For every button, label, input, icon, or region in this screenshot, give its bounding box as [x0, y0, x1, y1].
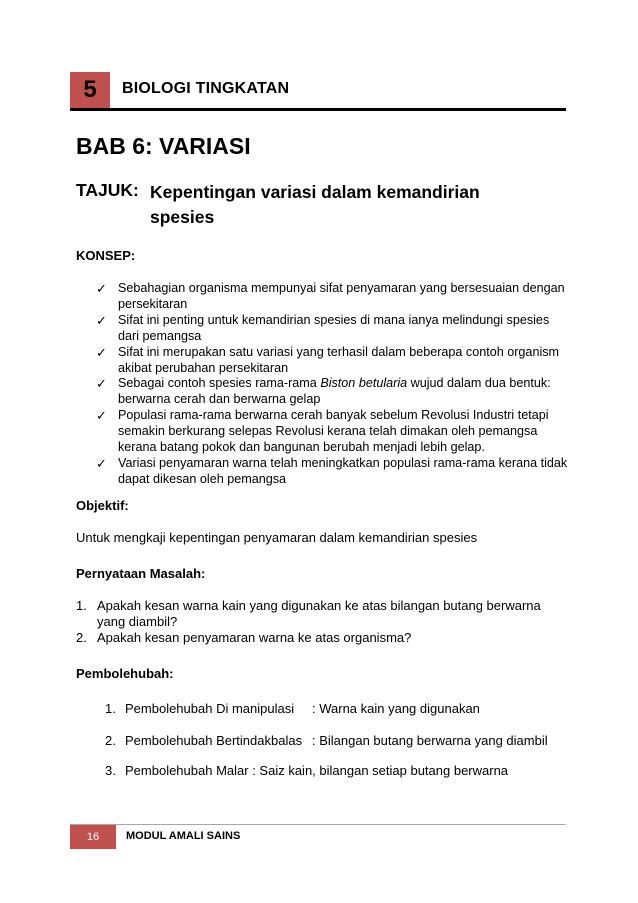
concept-item: ✓ Populasi rama-rama berwarna cerah banyak sebelum Revolusi Industri tetapi semakin berkurang selepas Revolusi kerana telah dimakan oleh pemangsa kerana batang pokok dan bangunan berubah menjadi lebih gelap.: [96, 408, 549, 455]
topic-label: TAJUK:: [76, 180, 139, 200]
concept-item: ✓ Sebahagian organisma mempunyai sifat penyamaran yang bersesuaian dengan persekitaran: [96, 281, 565, 311]
concept-item: ✓ Sifat ini merupakan satu variasi yang terhasil dalam beberapa contoh organism akibat perubahan persekitaran: [96, 344, 560, 375]
footer-divider: [70, 824, 566, 825]
checkmark-icon: ✓: [96, 455, 107, 471]
problem-label: Pernyataan Masalah:: [76, 566, 206, 581]
page-number-badge: 16: [70, 825, 116, 849]
problem-item: 2. Apakah kesan penyamaran warna ke atas organisma?: [76, 630, 412, 645]
problem-list: [76, 598, 566, 646]
objective-text: Untuk mengkaji kepentingan penyamaran dalam kemandirian spesies: [76, 530, 478, 545]
footer-title: MODUL AMALI SAINS: [126, 830, 241, 842]
variable-item: 3. Pembolehubah Malar : Saiz kain, bilangan setiap butang berwarna: [105, 763, 509, 778]
checkmark-icon: ✓: [96, 408, 107, 424]
checkmark-icon: ✓: [96, 376, 107, 392]
variables-label: Pembolehubah:: [76, 666, 174, 681]
concept-item: ✓ Sifat ini penting untuk kemandirian spesies di mana ianya melindungi spesies dari pemangsa: [96, 312, 550, 343]
topic-text: Kepentingan variasi dalam kemandirian spesies: [150, 182, 480, 227]
concept-label: KONSEP:: [76, 248, 136, 263]
header-divider: [70, 108, 566, 111]
checkmark-icon: ✓: [96, 281, 107, 296]
concept-list: [96, 281, 571, 488]
checkmark-icon: ✓: [96, 312, 107, 328]
concept-item: ✓ Variasi penyamaran warna telah meningkatkan populasi rama-rama kerana tidak dapat dikesan oleh pemangsa: [96, 455, 568, 486]
variable-item: 1. Pembolehubah Di manipulasi : Warna kain yang digunakan: [105, 701, 480, 716]
problem-item: 1. Apakah kesan warna kain yang digunakan ke atas bilangan butang berwarna yang diambil?: [76, 598, 541, 629]
chapter-title: BAB 6: VARIASI: [76, 133, 251, 159]
chapter-number-badge: 5: [70, 72, 110, 108]
checkmark-icon: ✓: [96, 344, 107, 360]
concept-item: ✓ Sebagai contoh spesies rama-rama Biston betularia wujud dalam dua bentuk: berwarna cerah dan berwarna gelap: [96, 376, 551, 407]
species-name: Biston betularia: [320, 376, 408, 391]
objective-label: Objektif:: [76, 498, 129, 513]
variable-item: 2. Pembolehubah Bertindakbalas : Bilangan butang berwarna yang diambil: [105, 733, 548, 748]
header-title: BIOLOGI TINGKATAN: [122, 80, 290, 97]
